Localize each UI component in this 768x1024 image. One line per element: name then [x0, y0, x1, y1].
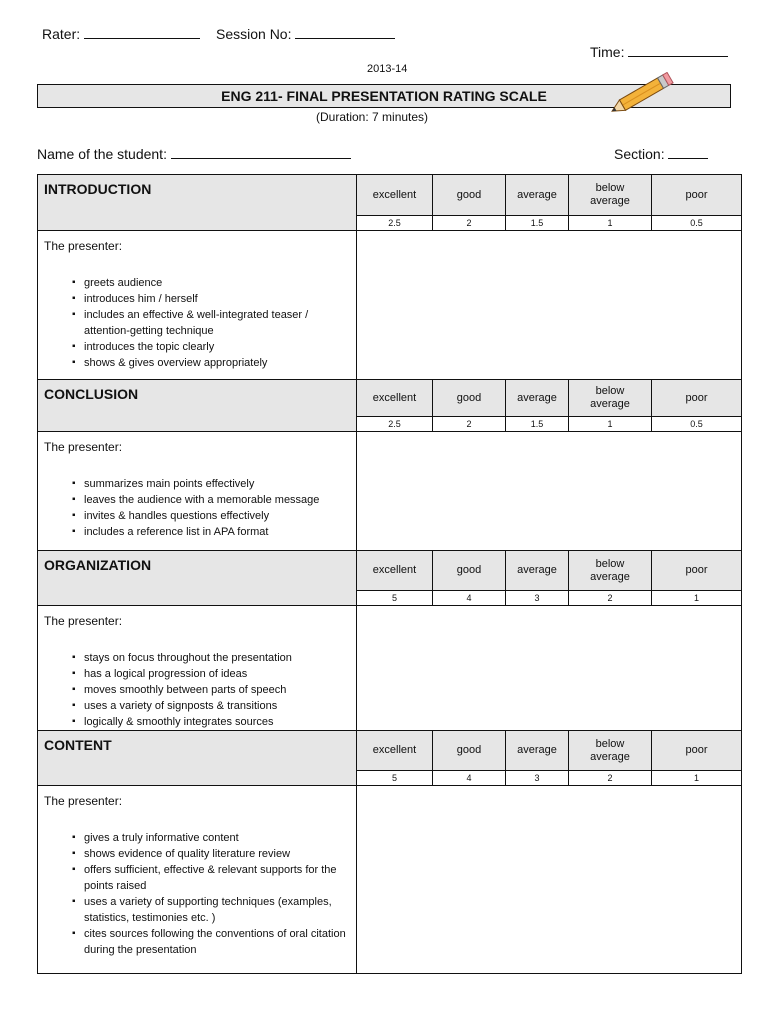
rater-label: Rater: — [42, 26, 81, 42]
score-excellent[interactable]: 5 — [357, 591, 433, 606]
session-field[interactable] — [216, 24, 395, 42]
rating-average: average — [506, 380, 569, 417]
score-good[interactable]: 4 — [433, 771, 506, 786]
score-average[interactable]: 1.5 — [506, 216, 569, 231]
rating-average: average — [506, 731, 569, 771]
criteria-item: ▪ offers sufficient, effective & relevant supports for the points raised — [84, 862, 356, 894]
section-body-row — [38, 786, 742, 974]
section-body-row — [38, 606, 742, 731]
criteria-item: ▪ shows & gives overview appropriately — [84, 355, 356, 371]
criteria-list — [44, 275, 356, 371]
score-poor[interactable]: 1 — [652, 591, 742, 606]
section-title: CONTENT — [38, 731, 357, 786]
rater-field[interactable] — [42, 24, 200, 42]
score-poor[interactable]: 0.5 — [652, 216, 742, 231]
document-title: ENG 211- FINAL PRESENTATION RATING SCALE — [37, 84, 731, 108]
criteria-item: ▪ shows evidence of quality literature review — [84, 846, 356, 862]
rating-below-line2: average — [590, 570, 630, 583]
session-label: Session No: — [216, 26, 292, 42]
duration-note: (Duration: 7 minutes) — [316, 110, 429, 124]
rating-average: average — [506, 551, 569, 591]
criteria-item: ▪ cites sources following the conventions of oral citation during the presentation — [84, 926, 356, 958]
section-label: Section: — [614, 146, 665, 162]
rating-excellent: excellent — [357, 551, 433, 591]
rating-below-average — [569, 175, 652, 216]
time-blank[interactable] — [628, 42, 728, 57]
rating-below-average — [569, 731, 652, 771]
student-blank[interactable] — [171, 144, 351, 159]
rating-area[interactable] — [357, 432, 742, 551]
rating-below-line1: below — [595, 557, 625, 570]
score-poor[interactable]: 0.5 — [652, 417, 742, 432]
rating-good: good — [433, 175, 506, 216]
criteria-item: ▪ greets audience — [84, 275, 356, 291]
criteria-item: ▪ has a logical progression of ideas — [84, 666, 356, 682]
score-excellent[interactable]: 5 — [357, 771, 433, 786]
section-field[interactable] — [614, 144, 708, 162]
rater-blank[interactable] — [84, 24, 200, 39]
score-excellent[interactable]: 2.5 — [357, 216, 433, 231]
section-header-row — [38, 380, 742, 417]
criteria-cell — [38, 786, 357, 974]
rating-table — [37, 174, 742, 974]
criteria-item: ▪ invites & handles questions effectively — [84, 508, 356, 524]
rating-poor: poor — [652, 175, 742, 216]
presenter-label: The presenter: — [44, 614, 123, 628]
section-body-row — [38, 432, 742, 551]
rating-excellent: excellent — [357, 731, 433, 771]
criteria-item: ▪ leaves the audience with a memorable message — [84, 492, 356, 508]
time-label: Time: — [590, 44, 625, 60]
criteria-item: ▪ includes an effective & well-integrated teaser / attention-getting technique — [84, 307, 356, 339]
section-header-row — [38, 551, 742, 591]
rating-below-line2: average — [590, 195, 630, 207]
section-blank[interactable] — [668, 144, 708, 159]
rating-below-line1: below — [595, 385, 625, 397]
criteria-item: ▪ stays on focus throughout the presentation — [84, 650, 356, 666]
criteria-item: ▪ gives a truly informative content — [84, 830, 356, 846]
section-title: INTRODUCTION — [38, 175, 357, 231]
criteria-item: ▪ uses a variety of supporting techniques (examples, statistics, testimonies etc. ) — [84, 894, 356, 926]
score-average[interactable]: 3 — [506, 771, 569, 786]
section-header-row — [38, 731, 742, 771]
score-good[interactable]: 2 — [433, 216, 506, 231]
criteria-list — [44, 650, 356, 730]
criteria-item: ▪ summarizes main points effectively — [84, 476, 356, 492]
student-label: Name of the student: — [37, 146, 167, 162]
rating-area[interactable] — [357, 606, 742, 731]
pencil-icon — [606, 72, 678, 118]
section-body-row — [38, 231, 742, 380]
criteria-list — [44, 830, 356, 958]
criteria-cell — [38, 606, 357, 731]
score-below-average[interactable]: 2 — [569, 771, 652, 786]
criteria-item: ▪ moves smoothly between parts of speech — [84, 682, 356, 698]
score-below-average[interactable]: 1 — [569, 216, 652, 231]
rating-good: good — [433, 731, 506, 771]
score-below-average[interactable]: 2 — [569, 591, 652, 606]
rating-below-line1: below — [595, 737, 625, 750]
rating-average: average — [506, 175, 569, 216]
session-blank[interactable] — [295, 24, 395, 39]
score-good[interactable]: 2 — [433, 417, 506, 432]
rating-good: good — [433, 551, 506, 591]
rating-good: good — [433, 380, 506, 417]
rating-poor: poor — [652, 380, 742, 417]
score-average[interactable]: 3 — [506, 591, 569, 606]
criteria-item: ▪ uses a variety of signposts & transitions — [84, 698, 356, 714]
student-name-field[interactable] — [37, 144, 351, 162]
rating-excellent: excellent — [357, 175, 433, 216]
criteria-item: ▪ includes a reference list in APA format — [84, 524, 356, 540]
criteria-item: ▪ introduces the topic clearly — [84, 339, 356, 355]
academic-year: 2013-14 — [367, 63, 408, 75]
rating-below-line2: average — [590, 750, 630, 763]
time-field[interactable] — [590, 42, 728, 60]
rating-area[interactable] — [357, 786, 742, 974]
presenter-label: The presenter: — [44, 239, 123, 253]
criteria-cell — [38, 231, 357, 380]
criteria-list — [44, 476, 356, 540]
rating-below-line1: below — [595, 182, 625, 194]
criteria-cell — [38, 432, 357, 551]
score-average[interactable]: 1.5 — [506, 417, 569, 432]
score-good[interactable]: 4 — [433, 591, 506, 606]
presenter-label: The presenter: — [44, 794, 123, 808]
rating-below-average — [569, 551, 652, 591]
score-excellent[interactable]: 2.5 — [357, 417, 433, 432]
score-poor[interactable]: 1 — [652, 771, 742, 786]
rating-poor: poor — [652, 731, 742, 771]
rating-area[interactable] — [357, 231, 742, 380]
rating-excellent: excellent — [357, 380, 433, 417]
presenter-label: The presenter: — [44, 440, 123, 454]
section-header-row — [38, 175, 742, 216]
rating-below-line2: average — [590, 398, 630, 410]
section-title: CONCLUSION — [38, 380, 357, 432]
rating-poor: poor — [652, 551, 742, 591]
section-title: ORGANIZATION — [38, 551, 357, 606]
criteria-item: ▪ introduces him / herself — [84, 291, 356, 307]
rating-below-average — [569, 380, 652, 417]
score-below-average[interactable]: 1 — [569, 417, 652, 432]
criteria-item: ▪ logically & smoothly integrates sources — [84, 714, 356, 730]
